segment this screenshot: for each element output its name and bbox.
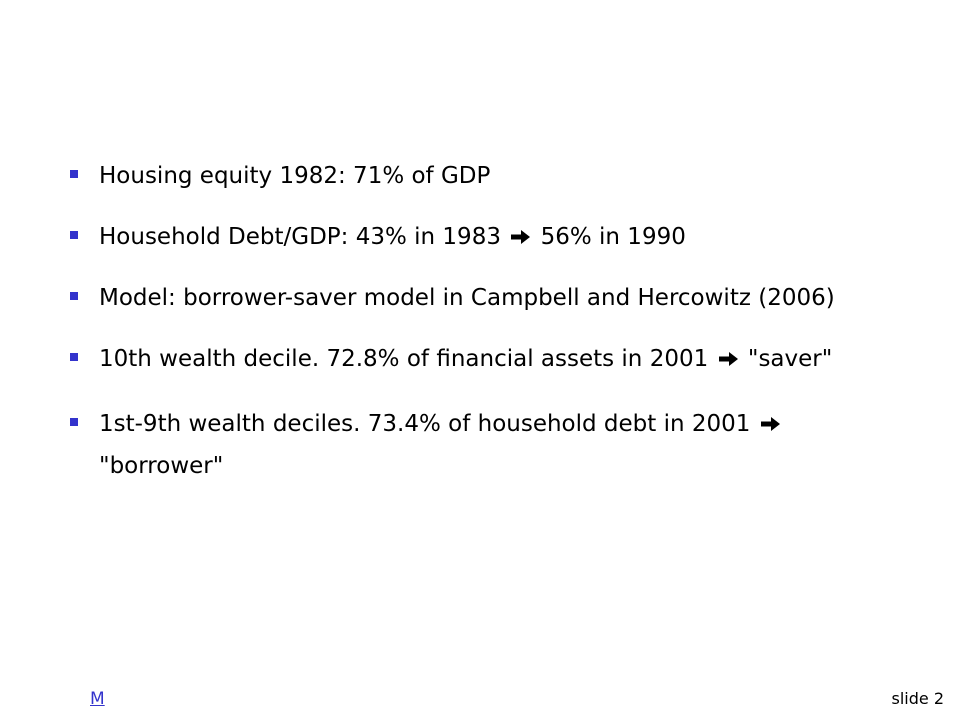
bullet-text: 10th wealth decile. 72.8% of financial assets in 2001 (99, 346, 709, 372)
bullet-result: "borrower" (99, 453, 224, 479)
square-bullet-icon (70, 353, 78, 361)
bullet-item (68, 220, 888, 255)
bullet-item (68, 342, 888, 377)
home-link[interactable]: M (90, 689, 105, 709)
right-arrow-icon (718, 351, 739, 367)
square-bullet-icon (70, 418, 78, 426)
bullet-item (68, 159, 888, 194)
bullet-text: Housing equity 1982: 71% of GDP (99, 163, 491, 189)
bullet-item (68, 403, 888, 487)
bullet-item (68, 281, 888, 316)
bullet-text: 1st-9th wealth deciles. 73.4% of household debt in 2001 (99, 411, 751, 437)
square-bullet-icon (70, 292, 78, 300)
right-arrow-icon (510, 229, 531, 245)
square-bullet-icon (70, 170, 78, 178)
bullet-result: 56% in 1990 (540, 224, 686, 250)
bullet-text: Model: borrower-saver model in Campbell and Hercowitz (2006) (99, 285, 835, 311)
bullet-text: Household Debt/GDP: 43% in 1983 (99, 224, 501, 250)
slide-number: slide 2 (891, 689, 944, 708)
bullet-result: "saver" (747, 346, 833, 372)
square-bullet-icon (70, 231, 78, 239)
bullet-list (68, 159, 888, 487)
right-arrow-icon (760, 416, 781, 432)
